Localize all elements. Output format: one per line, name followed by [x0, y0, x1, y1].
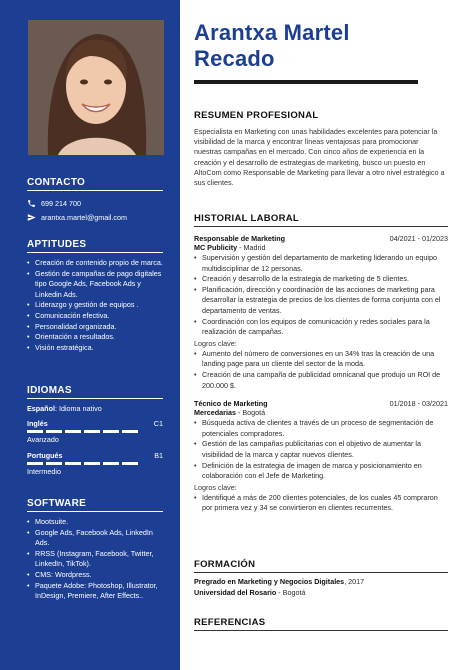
language-code: B1 [154, 451, 163, 460]
company-name: MC Publicity [194, 243, 238, 252]
list-item: • Liderazgo y gestión de equipos . [27, 300, 163, 311]
languages-title: IDIOMAS [27, 385, 163, 399]
name-divider [194, 80, 418, 84]
list-item: • Mootsuite. [27, 517, 163, 528]
list-item: • Coordinación con los equipos de comunicación y redes sociales para la realización de campañas. [194, 317, 448, 338]
summary-section [194, 110, 448, 188]
degree-year: , 2017 [344, 577, 365, 586]
experience-title: HISTORIAL LABORAL [194, 213, 448, 227]
job-dates: 04/2021 - 01/2023 [389, 234, 448, 243]
languages-section [27, 385, 163, 476]
list-item: • Orientación a resultados. [27, 332, 163, 343]
skills-title: APTITUDES [27, 239, 163, 253]
job-header [194, 234, 448, 243]
list-item: • Gestión de campañas de pago digitales tipo Google Ads, Facebook Ads y Linkedin Ads. [27, 269, 163, 301]
list-item: • Búsqueda activa de clientes a través de un proceso de segmentación de potenciales compradores. [194, 418, 448, 439]
job-role: Responsable de Marketing [194, 234, 286, 243]
language-level-bar [27, 462, 163, 465]
list-item: • Comunicación efectiva. [27, 311, 163, 322]
list-item: • Creación de una campaña de publicidad omnicanal que produjo un ROI de 200.000 $. [194, 370, 448, 391]
native-language-value: : Idioma nativo [54, 404, 102, 413]
native-language-name: Español [27, 404, 55, 413]
sidebar [0, 0, 180, 670]
achievements-label: Logros clave: [194, 482, 237, 492]
list-item: • Gestión de las campañas publicitarias con el objetivo de aumentar la visibilidad de la marca y captar nuevos clientes. [194, 439, 448, 460]
education-entry [194, 577, 448, 598]
skills-list [27, 258, 163, 353]
achievements-label: Logros clave: [194, 338, 237, 348]
company-location: - Madrid [237, 243, 266, 252]
language-name: Portugués [27, 451, 63, 460]
list-item: • Visión estratégica. [27, 343, 163, 354]
list-item: • Personalidad organizada. [27, 322, 163, 333]
summary-text: Especialista en Marketing con unas habilidades excelentes para potenciar la visibilidad de la marca y encontrar líneas ventajosas para promocionar nuestras campañas en el mercado. Con cinco años de experiencia en la creación y el desarrollo de estrategias de marketing, busco un puesto en AltoCom como Responsable de Marketing para llevar a otro nivel estratégico a sus clientes. [194, 127, 445, 188]
native-language [27, 404, 163, 413]
list-item: • Aumento del número de conversiones en un 34% tras la creación de una landing page para un cliente del sector de la moda. [194, 349, 448, 370]
language-level-bar [27, 430, 163, 433]
phone-row [27, 196, 163, 210]
list-item: • Google Ads, Facebook Ads, LinkedIn Ads. [27, 528, 163, 549]
skills-section [27, 239, 163, 353]
list-item: • CMS: Wordpress. [27, 570, 163, 581]
company-name: Mercedarias [194, 408, 236, 418]
degree-name: Pregrado en Marketing y Negocios Digitales [194, 577, 345, 586]
list-item: • Identifiqué a más de 200 clientes potenciales, de los cuales 45 compraron por primera vez y 34 se convirtieron en clientes recurrentes. [194, 493, 448, 514]
email-row [27, 210, 163, 224]
summary-title: RESUMEN PROFESIONAL [194, 110, 319, 121]
phone-icon [27, 199, 41, 208]
list-item: • Planificación, dirección y coordinación de las acciones de marketing para desarrollar la estrategia de precios de los clientes de forma conjunta con el departamento de ventas. [194, 285, 448, 317]
school-name: Universidad del Rosario [194, 587, 277, 597]
name-line-1: Arantxa Martel [194, 20, 350, 45]
list-item: • Creación de contenido propio de marca. [27, 258, 163, 269]
software-title: SOFTWARE [27, 498, 163, 512]
name-line-2: Recado [194, 46, 275, 71]
language-row-english [27, 418, 163, 429]
education-section [194, 559, 448, 598]
references-section [194, 617, 448, 631]
contact-section [27, 177, 163, 224]
job-company [194, 243, 448, 252]
software-section [27, 498, 163, 602]
send-icon [27, 213, 41, 222]
candidate-name [194, 20, 350, 72]
list-item: • Paquete Adobe: Photoshop, Illustrator, InDesign, Premiere, After Effects.. [27, 581, 163, 602]
list-item: • Creación y desarrollo de la estrategia de marketing de 5 clientes. [194, 274, 448, 285]
language-level: Intermedio [27, 467, 61, 476]
experience-section [194, 213, 448, 514]
list-item: • RRSS (Instagram, Facebook, Twitter, LinkedIn, TikTok). [27, 549, 163, 570]
job-achievements [194, 349, 448, 391]
software-list [27, 517, 163, 602]
job-achievements [194, 493, 448, 514]
job-company [194, 408, 448, 417]
company-location: - Bogotá [235, 408, 266, 418]
email-address[interactable]: arantxa.martel@gmail.com [41, 212, 127, 222]
language-level: Avanzado [27, 435, 59, 444]
references-title: REFERENCIAS [194, 617, 448, 631]
contact-title: CONTACTO [27, 177, 163, 191]
school-location: - Bogotá [276, 587, 306, 597]
education-title: FORMACIÓN [194, 559, 448, 573]
job-dates: 01/2018 - 03/2021 [389, 399, 448, 409]
list-item: • Supervisión y gestión del departamento de marketing liderando un equipo multidisciplinar de 12 personas. [194, 253, 448, 274]
list-item: • Definición de la estrategia de imagen de marca y posicionamiento en colaboración con el Jefe de Marketing. [194, 461, 448, 482]
language-code: C1 [153, 419, 163, 428]
job-role: Técnico de Marketing [194, 399, 268, 409]
phone-number[interactable]: 699 214 700 [41, 198, 81, 208]
language-row-portuguese [27, 450, 163, 461]
job-tasks [194, 418, 448, 482]
language-name: Inglés [27, 419, 48, 428]
profile-photo [28, 20, 164, 155]
job-tasks [194, 253, 448, 338]
job-header [194, 399, 448, 408]
